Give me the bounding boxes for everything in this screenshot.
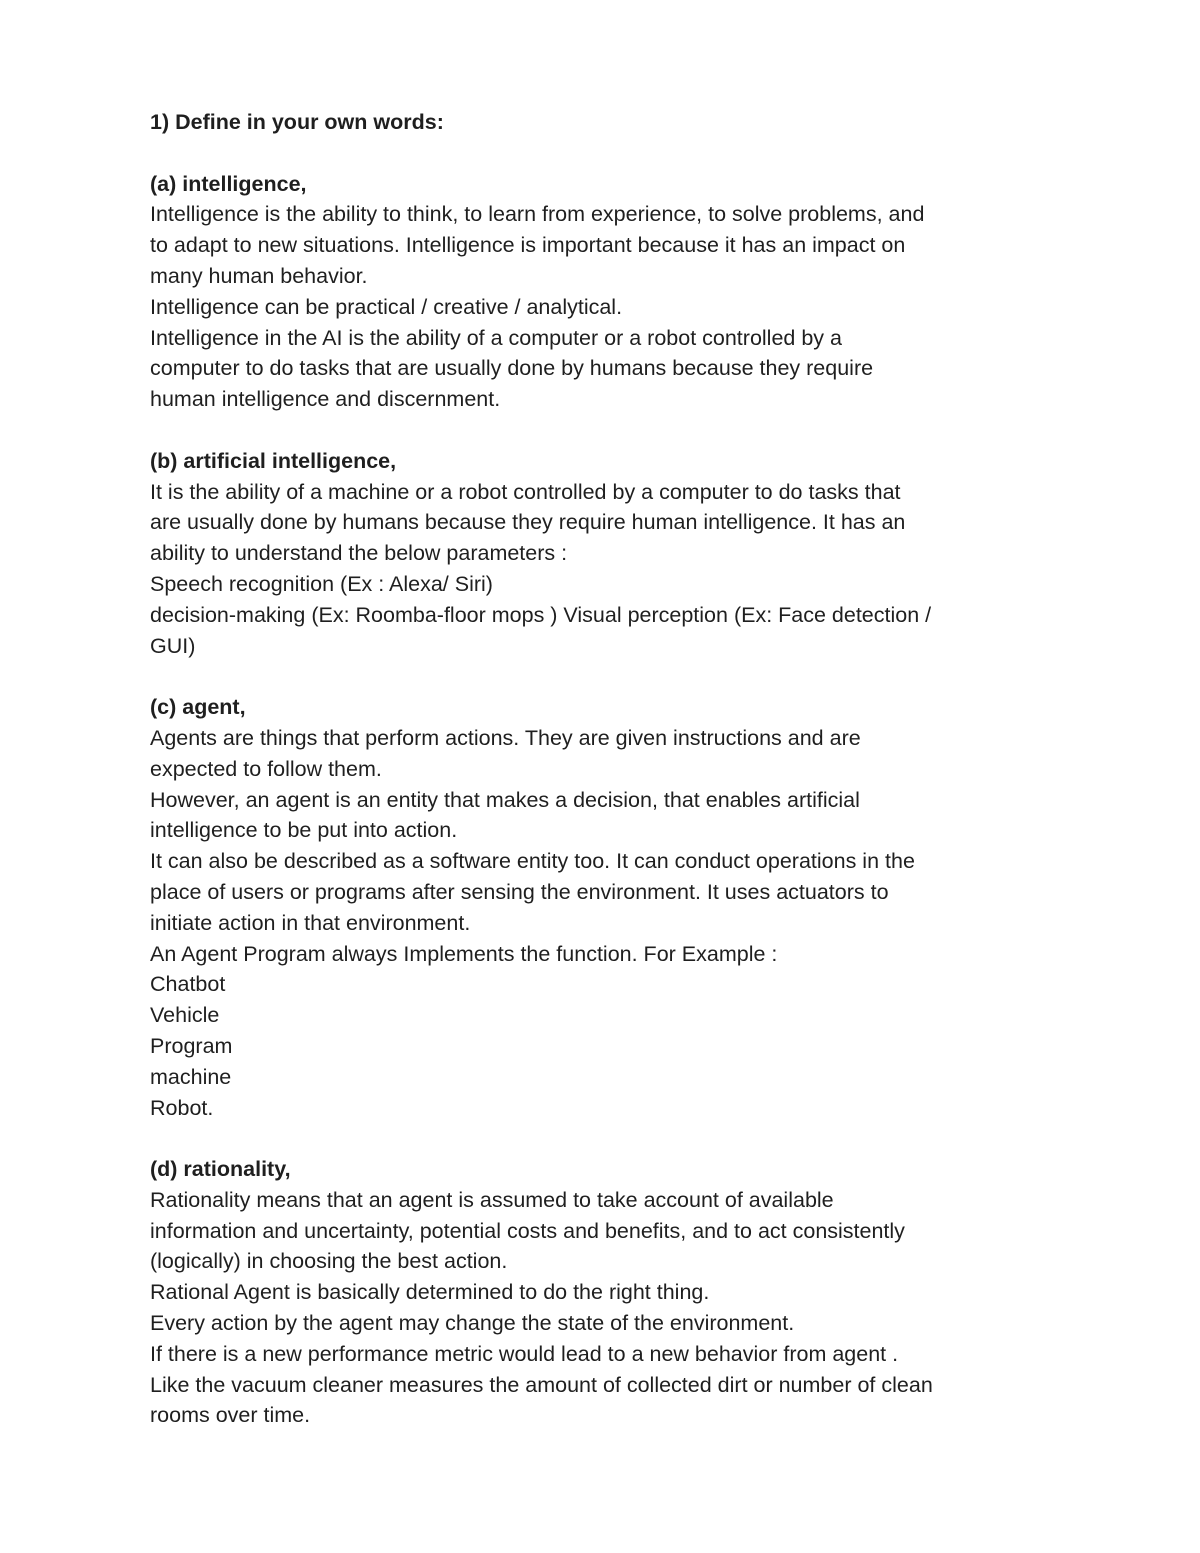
paragraph-line: It is the ability of a machine or a robot controlled by a computer to do tasks that — [150, 479, 901, 504]
paragraph-line: Rational Agent is basically determined to do the right thing. — [150, 1280, 710, 1305]
paragraph-line: Intelligence can be practical / creative / analytical. — [150, 294, 623, 319]
paragraph-line: Speech recognition (Ex : Alexa/ Siri) — [150, 571, 493, 596]
paragraph-line: information and uncertainty, potential costs and benefits, and to act consistently — [150, 1218, 905, 1243]
list-item: Program — [150, 1033, 233, 1058]
paragraph-line: However, an agent is an entity that makes a decision, that enables artificial — [150, 787, 860, 812]
paragraph-line: to adapt to new situations. Intelligence is important because it has an impact on — [150, 233, 906, 258]
section-heading: (d) rationality, — [150, 1157, 291, 1182]
section-heading: (c) agent, — [150, 695, 246, 720]
spacer — [150, 415, 1070, 446]
list-item: Robot. — [150, 1095, 214, 1120]
paragraph-line: expected to follow them. — [150, 756, 382, 781]
paragraph-line: ability to understand the below parameters : — [150, 541, 568, 566]
paragraph-line: place of users or programs after sensing the environment. It uses actuators to — [150, 879, 889, 904]
paragraph-line: initiate action in that environment. — [150, 910, 471, 935]
list-item: Vehicle — [150, 1003, 220, 1028]
paragraph-line: many human behavior. — [150, 263, 368, 288]
list-item: machine — [150, 1064, 232, 1089]
paragraph-line: It can also be described as a software entity too. It can conduct operations in the — [150, 849, 915, 874]
paragraph-line: are usually done by humans because they require human intelligence. It has an — [150, 510, 906, 535]
spacer — [150, 661, 1070, 692]
paragraph-line: Rationality means that an agent is assumed to take account of available — [150, 1187, 834, 1212]
spacer — [150, 1123, 1070, 1154]
section-agent — [150, 692, 1070, 1123]
section-heading: (b) artificial intelligence, — [150, 448, 397, 473]
paragraph-line: decision-making (Ex: Roomba-floor mops ) Visual perception (Ex: Face detection / — [150, 602, 932, 627]
section-rationality — [150, 1154, 1070, 1431]
document-page — [150, 107, 1070, 1431]
spacer — [150, 138, 1070, 169]
paragraph-line: Intelligence in the AI is the ability of a computer or a robot controlled by a — [150, 325, 842, 350]
section-heading: (a) intelligence, — [150, 171, 307, 196]
paragraph-line: An Agent Program always Implements the function. For Example : — [150, 941, 778, 966]
section-artificial-intelligence — [150, 446, 1070, 662]
paragraph-line: intelligence to be put into action. — [150, 818, 458, 843]
paragraph-line: Every action by the agent may change the state of the environment. — [150, 1311, 795, 1336]
paragraph-line: Like the vacuum cleaner measures the amount of collected dirt or number of clean — [150, 1372, 933, 1397]
paragraph-line: Agents are things that perform actions. They are given instructions and are — [150, 725, 861, 750]
section-intelligence — [150, 169, 1070, 415]
paragraph-line: Intelligence is the ability to think, to learn from experience, to solve problems, and — [150, 202, 925, 227]
paragraph-line: computer to do tasks that are usually done by humans because they require — [150, 356, 874, 381]
paragraph-line: rooms over time. — [150, 1403, 311, 1428]
paragraph-line: GUI) — [150, 633, 196, 658]
paragraph-line: human intelligence and discernment. — [150, 387, 501, 412]
list-item: Chatbot — [150, 972, 226, 997]
paragraph-line: (logically) in choosing the best action. — [150, 1249, 508, 1274]
paragraph-line: If there is a new performance metric would lead to a new behavior from agent . — [150, 1341, 899, 1366]
question-title: 1) Define in your own words: — [150, 110, 444, 134]
